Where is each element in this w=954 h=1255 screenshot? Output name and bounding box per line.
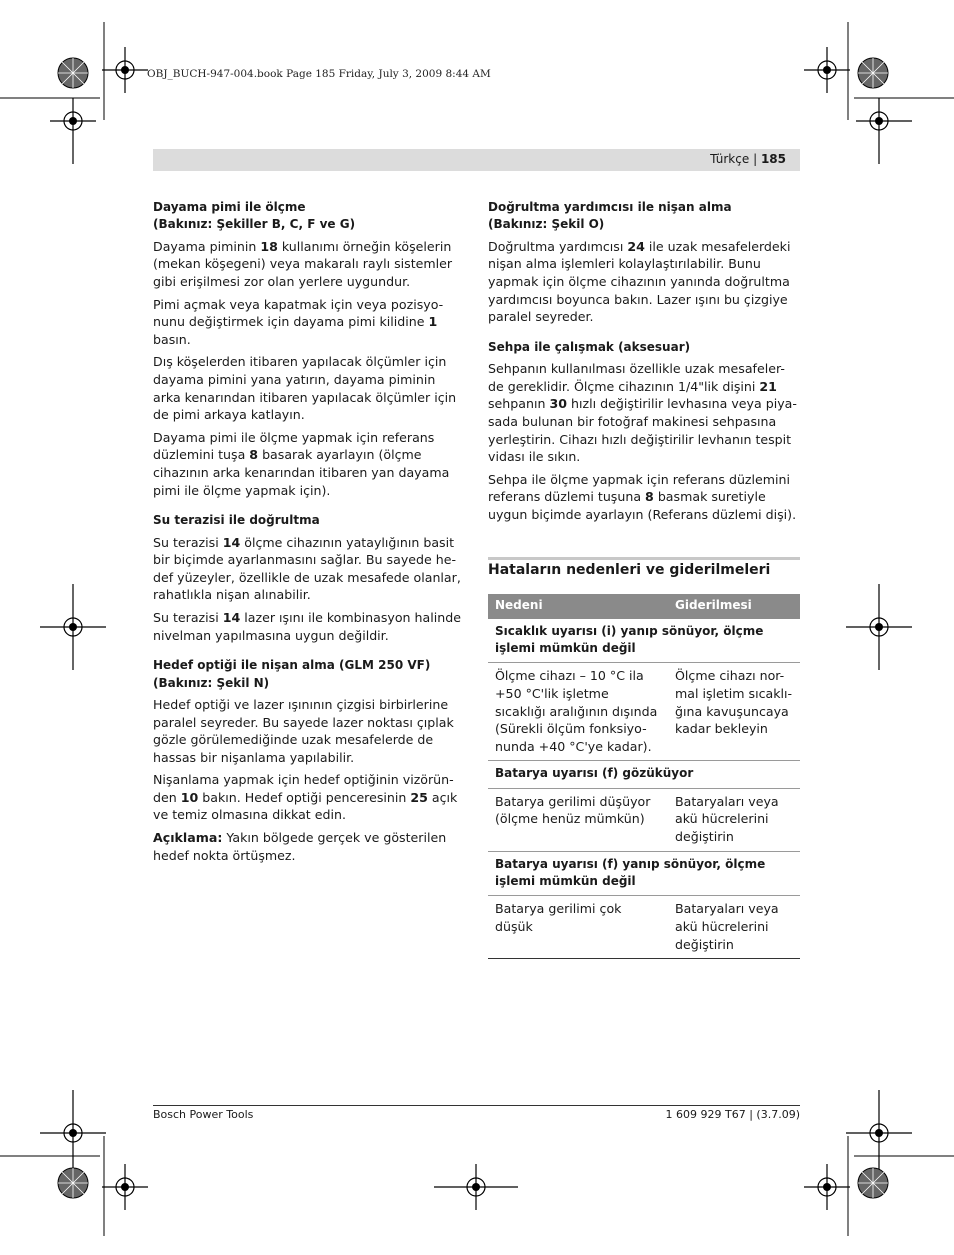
paragraph: Pimi açmak veya kapatmak için veya pozisyo-nunu değiştirmek için dayama pimi kilidine 1 basın.	[153, 296, 444, 347]
footer-brand: Bosch Power Tools	[153, 1108, 254, 1121]
page-number: 185	[760, 152, 786, 166]
paragraph: Sehpa ile ölçme yapmak için referans düzlemini referans düzlemi tuşuna 8 basmak suretiyle uygun biçimde ayarlayın (Referans düzlemi dişi).	[488, 471, 797, 522]
section-divider	[488, 557, 800, 560]
cause-cell: Batarya gerilimi çok düşük	[488, 896, 668, 959]
section-heading: Sehpa ile çalışmak (aksesuar)	[488, 339, 691, 354]
table-group-row: Batarya uyarısı (f) gözüküyor	[488, 761, 800, 788]
cause-cell: Ölçme cihazı – 10 °C ila +50 °C'lik işletme sıcaklığı aralığının dışında (Sürekli ölçüm fonksiyo-nunda +40 °C'ye kadar).	[488, 663, 668, 761]
note-paragraph: Açıklama: Yakın bölgede gerçek ve gösterilen hedef nokta örtüşmez.	[153, 830, 447, 863]
section-heading: Su terazisi ile doğrultma	[153, 513, 320, 528]
paragraph: Dayama pimi ile ölçme yapmak için referans düzlemini tuşa 8 basarak ayarlayın (ölçme cihazının arka kenarından itibaren yan dayama pimi ile ölçme yapmak için).	[153, 429, 450, 498]
section-heading: Dayama pimi ile ölçme (Bakınız: Şekiller B, C, F ve G)	[153, 200, 356, 232]
right-column	[488, 199, 798, 529]
section-heading: Hedef optiği ile nişan alma (GLM 250 VF) (Bakınız: Şekil N)	[153, 658, 431, 690]
paragraph: Dayama piminin 18 kullanımı örneğin köşelerin (mekan köşegeni) veya makaralı raylı sistemler gibi erişilmesi zor olan yerlere uygundur.	[153, 238, 453, 289]
footer-doc-number: 1 609 929 T67 | (3.7.09)	[665, 1108, 800, 1121]
paragraph: Doğrultma yardımcısı 24 ile uzak mesafelerdeki nişan alma işlemleri kolaylaştırılabilir. Bunu yapmak için ölçme cihazının yanında doğrultma yardımcısı boyunca bakın. Lazer ışını bu çizgiye paralel seyreder.	[488, 238, 791, 325]
paragraph: Su terazisi 14 ölçme cihazının yataylığının basit bir biçimde ayarlanmasını sağlar. Bu sayede he-def yüzeyler, özellikle de uzak mesafede olanlar, rahatlıkla nişan alınabilir.	[153, 534, 461, 603]
header-language: Türkçe	[710, 152, 750, 166]
table-group-row: Sıcaklık uyarısı (i) yanıp sönüyor, ölçme işlemi mümkün değil	[488, 619, 800, 663]
table-row	[488, 896, 800, 959]
left-column	[153, 199, 463, 869]
print-info: OBJ_BUCH-947-004.book Page 185 Friday, July 3, 2009 8:44 AM	[147, 68, 491, 80]
paragraph: Sehpanın kullanılması özellikle uzak mesafeler-de gereklidir. Ölçme cihazının 1/4"lik dişini 21 sehpanın 30 hızlı değiştirilir levhasına veya piya-sada bulunan bir fotoğraf makinesi sehpasına yerleştirin. Cihazı hızlı değiştirilir levhanın tespit vidası ile sıkın.	[488, 361, 797, 465]
paragraph: Hedef optiği ve lazer ışınının çizgisi birbirlerine paralel seyreder. Bu sayede lazer noktası çıplak gözle görülemediğinde uzak mesafelerde de hassas bir nişanlama yapılabilir.	[153, 696, 454, 765]
remedy-cell: Bataryaları veya akü hücrelerini değiştirin	[668, 788, 800, 851]
page-header	[153, 149, 800, 171]
footer-divider	[153, 1105, 800, 1106]
table-group-row: Batarya uyarısı (f) yanıp sönüyor, ölçme işlemi mümkün değil	[488, 851, 800, 896]
table-row	[488, 788, 800, 851]
table-header-row	[488, 594, 800, 619]
table-row	[488, 663, 800, 761]
paragraph: Dış köşelerden itibaren yapılacak ölçümler için dayama pimini yana yatırın, dayama piminin arka kenarından itibaren yapılacak ölçümler için de pimi arkaya katlayın.	[153, 354, 457, 423]
cause-cell: Batarya gerilimi düşüyor (ölçme henüz mümkün)	[488, 788, 668, 851]
paragraph: Su terazisi 14 lazer ışını ile kombinasyon halinde nivelman yapılmasına uygun değildir.	[153, 609, 461, 643]
column-header-cause: Nedeni	[488, 594, 668, 619]
remedy-cell: Bataryaları veya akü hücrelerini değiştirin	[668, 896, 800, 959]
column-header-remedy: Giderilmesi	[668, 594, 800, 619]
header-separator: |	[753, 152, 758, 166]
paragraph: Nişanlama yapmak için hedef optiğinin vizörün-den 10 bakın. Hedef optiği penceresinin 25 açık ve temiz olmasına dikkat edin.	[153, 772, 458, 823]
remedy-cell: Ölçme cihazı nor-mal işletim sıcaklı-ğına kavuşuncaya kadar bekleyin	[668, 663, 800, 761]
troubleshooting-table	[488, 594, 800, 959]
section-heading: Doğrultma yardımcısı ile nişan alma (Bakınız: Şekil O)	[488, 200, 732, 232]
troubleshooting-title: Hataların nedenleri ve giderilmeleri	[488, 562, 771, 578]
